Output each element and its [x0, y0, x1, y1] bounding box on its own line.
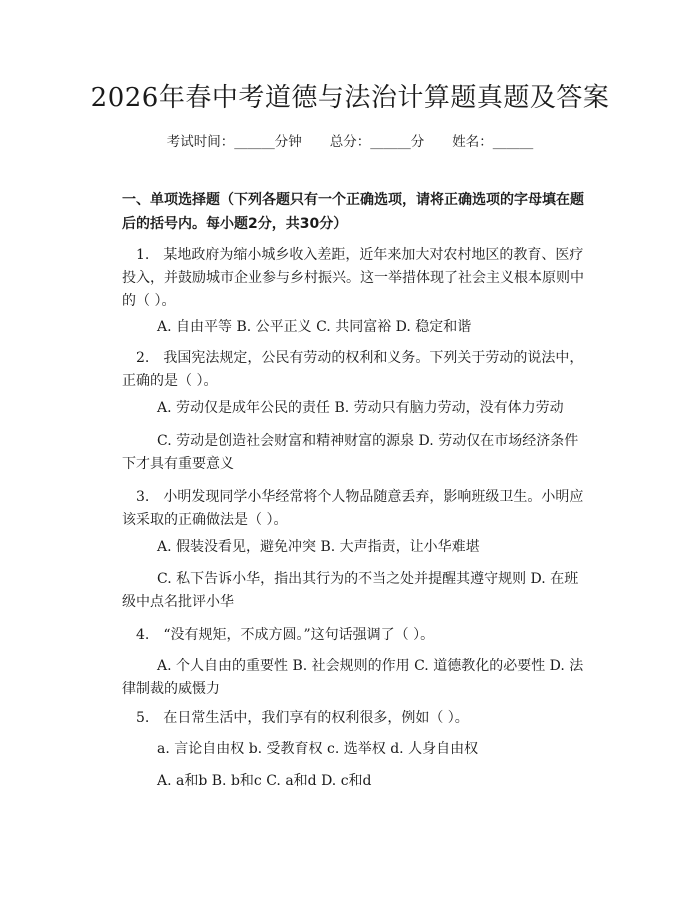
- question-5-stem: 5. 在日常生活中，我们享有的权利很多，例如（ ）。: [136, 710, 469, 726]
- exam-header-info: [0, 130, 700, 154]
- page-title: 2026年春中考道德与法治计算题真题及答案: [90, 83, 610, 113]
- question-4-options: A. 个人自由的重要性 B. 社会规则的作用 C. 道德教化的必要性 D. 法律制裁的威慑力: [122, 658, 584, 697]
- student-name-field: 姓名：______: [452, 134, 534, 150]
- question-2-options-ab: A. 劳动仅是成年公民的责任 B. 劳动只有脑力劳动，没有体力劳动: [157, 400, 564, 416]
- question-1-stem: 1. 某地政府为缩小城乡收入差距，近年来加大对农村地区的教育、医疗投入，并鼓励城市企业参与乡村振兴。这一举措体现了社会主义根本原则中的（ ）。: [122, 247, 584, 309]
- question-3-options-ab: A. 假装没看见，避免冲突 B. 大声指责，让小华难堪: [157, 539, 480, 555]
- question-3-stem: 3. 小明发现同学小华经常将个人物品随意丢弃，影响班级卫生。小明应该采取的正确做法是（ ）。: [122, 489, 584, 528]
- total-score-field: 总分：______分: [329, 134, 425, 150]
- question-1-options: A. 自由平等 B. 公平正义 C. 共同富裕 D. 稳定和谐: [157, 319, 472, 335]
- question-5-options: A. a和b B. b和c C. a和d D. c和d: [157, 773, 372, 789]
- question-5-items: a. 言论自由权 b. 受教育权 c. 选举权 d. 人身自由权: [157, 741, 479, 757]
- section-heading: 一、单项选择题（下列各题只有一个正确选项，请将正确选项的字母填在题后的括号内。每小题2分，共30分）: [122, 192, 584, 232]
- question-3-options-cd: C. 私下告诉小华，指出其行为的不当之处并提醒其遵守规则 D. 在班级中点名批评小华: [122, 571, 579, 610]
- question-2-options-cd: C. 劳动是创造社会财富和精神财富的源泉 D. 劳动仅在市场经济条件下才具有重要意义: [122, 433, 579, 472]
- question-2-stem: 2. 我国宪法规定，公民有劳动的权利和义务。下列关于劳动的说法中，正确的是（ ）。: [122, 350, 584, 389]
- question-4-stem: 4. “没有规矩，不成方圆。”这句话强调了（ ）。: [136, 627, 435, 643]
- exam-time-field: 考试时间：______分钟: [166, 134, 302, 150]
